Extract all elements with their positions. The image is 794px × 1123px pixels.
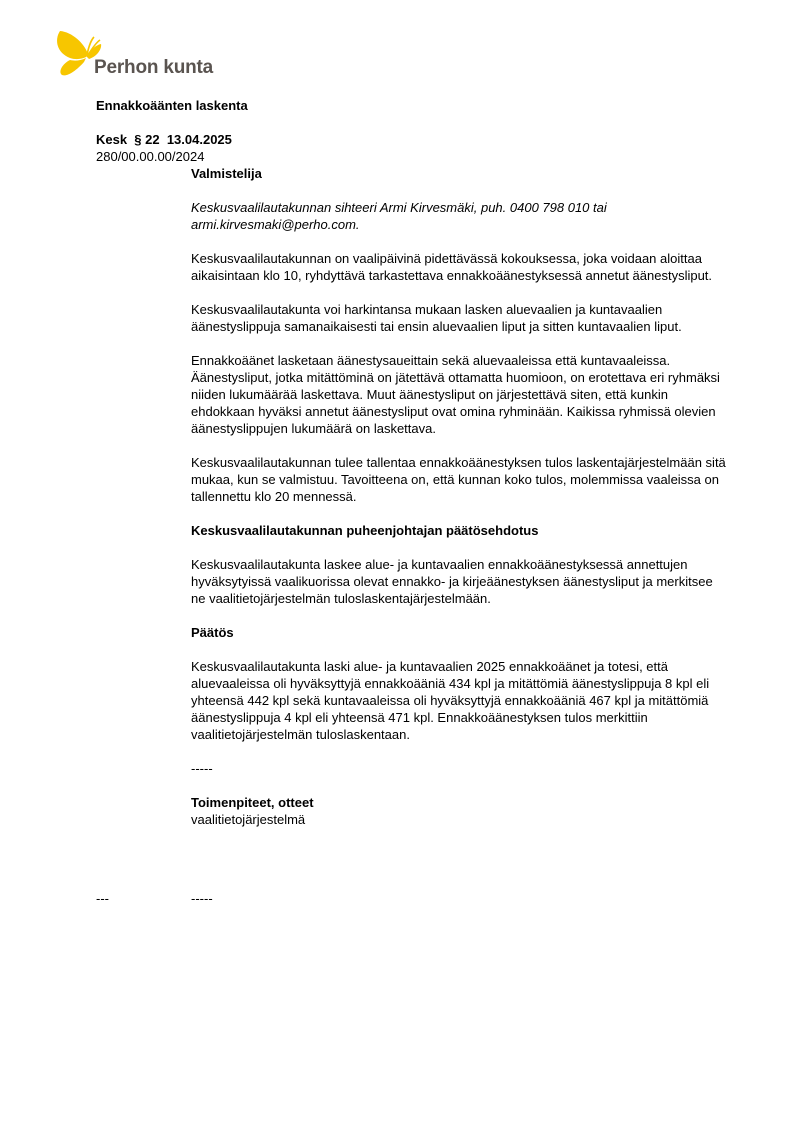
decision-heading: Päätös xyxy=(191,625,234,640)
body-paragraph: Keskusvaalilautakunnan tulee tallentaa ennakkoäänestyksen tulos laskentajärjestelmään sitä mukaa, kun se valmistuu. Tavoitteena on, että kunnan koko tulos, molemmissa vaaleissa on tallennettu klo 20 mennessä. xyxy=(191,455,726,504)
contact-line-1: Keskusvaalilautakunnan sihteeri Armi Kirvesmäki, puh. 0400 798 010 tai xyxy=(191,200,607,215)
preparer-heading: Valmistelija xyxy=(191,166,262,181)
preparer-contact xyxy=(191,199,726,233)
separator: ----- xyxy=(191,761,213,776)
body-paragraph: Ennakkoäänet lasketaan äänestysaueittain sekä aluevaaleissa että kuntavaaleissa. Äänestysliput, jotka mitättöminä on jätettävä ottamatta huomioon, on erotettava eri ryhmäksi niiden lukumäärää laskettava. Muut äänestysliput on järjestettävä siten, että kunkin ehdokkaan hyväksi annetut äänestysliput ovat omina ryhminään. Kaikissa ryhmissä olevien äänestyslippujen lukumäärä on laskettava. xyxy=(191,353,720,436)
contact-line-2: armi.kirvesmaki@perho.com. xyxy=(191,217,360,232)
footer-separator-left: --- xyxy=(96,891,109,906)
body-paragraph: Keskusvaalilautakunnan on vaalipäivinä pidettävässä kokouksessa, joka voidaan aloittaa aikaisintaan klo 10, ryhdyttävä tarkastettava ennakkoäänestyksessä annetut äänestysliput. xyxy=(191,251,713,283)
body-paragraph: Keskusvaalilautakunta voi harkintansa mukaan lasken aluevaalien ja kuntavaalien äänestyslippuja samanaikaisesti tai ensin aluevaalien liput ja sitten kuntavaalien liput. xyxy=(191,302,682,334)
meeting-section: Kesk § 22 13.04.2025 xyxy=(96,132,232,147)
document-title: Ennakkoäänten laskenta xyxy=(96,98,248,113)
proposal-heading: Keskusvaalilautakunnan puheenjohtajan päätösehdotus xyxy=(191,523,539,538)
municipality-name: Perhon kunta xyxy=(94,57,214,78)
actions-text: vaalitietojärjestelmä xyxy=(191,812,306,827)
proposal-text: Keskusvaalilautakunta laskee alue- ja kuntavaalien ennakkoäänestyksessä annettujen hyväksytyissä vaalikuorissa olevat ennakko- ja kirjeäänestyksen äänestysliput ja merkitsee ne vaalitietojärjestelmän tuloslaskentajärjestelmään. xyxy=(191,557,713,606)
actions-heading: Toimenpiteet, otteet xyxy=(191,795,314,810)
decision-text: Keskusvaalilautakunta laski alue- ja kuntavaalien 2025 ennakkoäänet ja totesi, että aluevaaleissa oli hyväksyttyjä ennakkoääniä 434 kpl ja mitättömiä äänestyslippuja 8 kpl eli yhteensä 442 kpl sekä kuntavaaleissa oli hyväksyttyjä ennakkoääniä 467 kpl ja mitättömiä äänestyslippuja 4 kpl eli yhteensä 471 kpl. Ennakkoäänestyksen tulos merkittiin vaalitietojärjestelmän tuloslaskentaan. xyxy=(191,659,710,742)
municipality-logo xyxy=(52,28,222,80)
reference-number: 280/00.00.00/2024 xyxy=(96,149,205,164)
main-content xyxy=(191,165,726,845)
footer-separator-right: ----- xyxy=(191,891,213,906)
